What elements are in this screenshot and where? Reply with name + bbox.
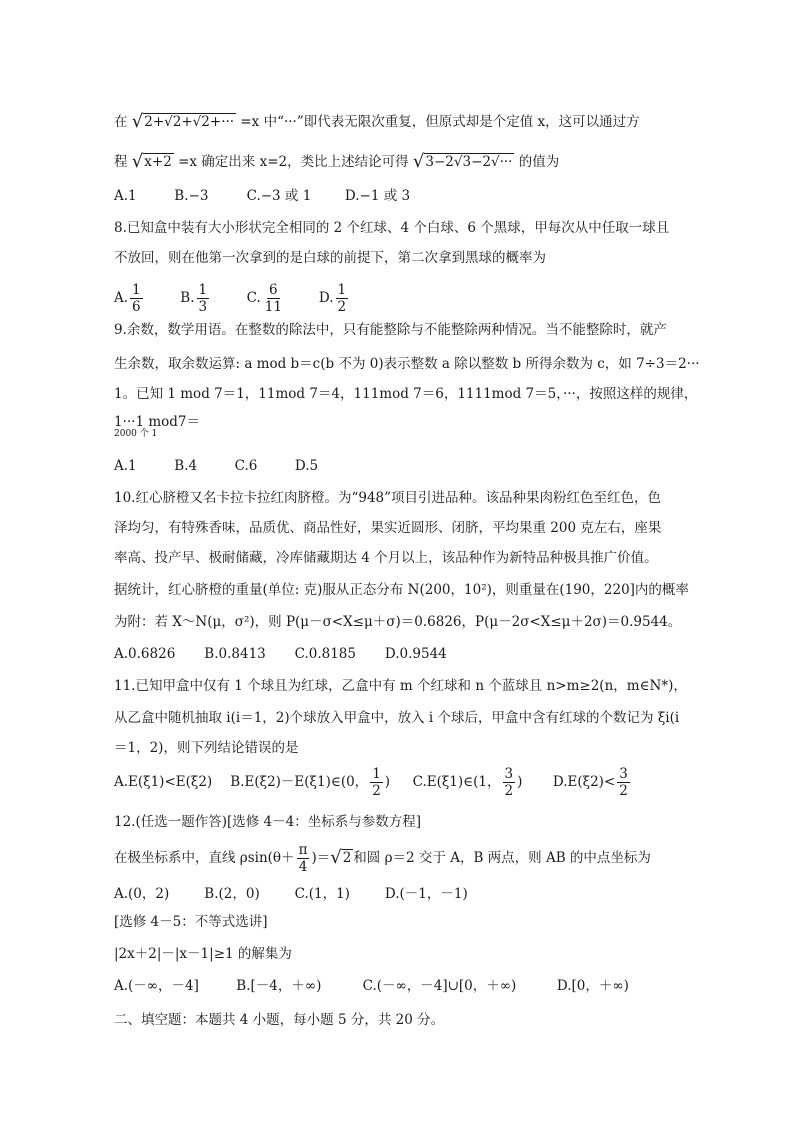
denominator: 6 (132, 299, 141, 315)
q11-line-2: 从乙盒中随机抽取 i(i＝1，2)个球放入甲盒中，放入 i 个球后，甲盒中含有红球的个数记为 ξi(i (114, 710, 680, 726)
q12-alt-option-b: B.[－4，＋∞) (236, 978, 322, 994)
denominator: 2 (619, 783, 628, 799)
q7-option-c: C.−3 或 1 (246, 188, 312, 204)
q9-option-a: A.1 (114, 458, 137, 474)
q12-line1-text: 在极坐标系中，直线 ρsin(θ＋ (114, 850, 295, 866)
q10-line-4: 据统计，红心脐橙的重量(单位: 克)服从正态分布 N(200，10²)，则重量在(190，220]内的概率 (114, 582, 689, 598)
q7-option-d: D.−1 或 3 (344, 188, 411, 204)
q11-option-c (413, 764, 549, 800)
q11-option-b-text: B.E(ξ2)－E(ξ1)∈(0， (230, 774, 369, 790)
q12-option-c: C.(1，1) (294, 886, 350, 902)
q7-line2-suffix: 的值为 (518, 154, 560, 170)
q8-line-2: 不放回，则在他第一次拿到的是白球的前提下，第二次拿到黑球的概率为 (114, 250, 546, 266)
q7-option-b: B.−3 (174, 188, 209, 204)
q9-line-3: 1。已知 1 mod 7＝1，11mod 7＝4，111mod 7＝6，1111mod 7＝5，···，按照这样的规律， (114, 386, 698, 402)
denominator: 4 (298, 859, 308, 875)
denominator: 2 (337, 299, 347, 315)
fraction (197, 282, 210, 315)
q7-intro-text: =x 中“···”即代表无限次重复，但原式却是个定值 x，这可以通过方 (240, 114, 640, 130)
q7-options (114, 186, 410, 206)
q12-sqrt: 2 (342, 850, 352, 866)
q10-option-d: D.0.9544 (384, 646, 447, 662)
q12-line-1 (114, 840, 651, 876)
q9-options (114, 456, 318, 476)
q7-line2-text: =x 确定出来 x=2，类比上述结论可得 (178, 154, 409, 170)
radical-sign: √ (131, 151, 144, 172)
q9-option-c: C.6 (234, 458, 258, 474)
q12-title: 12.(任选一题作答)[选修 4－4：坐标系与参数方程] (114, 814, 422, 830)
numerator: 6 (269, 282, 278, 298)
q9-line-2: 生余数，取余数运算: a mod b＝c(b 不为 0)表示整数 a 除以整数 b 所得余数为 c，如 7÷3＝2··· (114, 356, 700, 372)
q7-line-1 (114, 112, 640, 132)
denominator: 2 (504, 783, 514, 799)
q9-line-1: 9.余数，数学用语。在整数的除法中，只有能整除与不能整除两种情况。当不能整除时，就产 (114, 322, 667, 338)
q9-expr-main: 1···1 mod7＝ (114, 414, 201, 430)
numerator: π (298, 842, 308, 858)
q12-line1-mid: )＝ (311, 850, 331, 866)
q7-line-2 (114, 152, 559, 172)
q12-alt-option-a: A.(－∞，－4] (114, 978, 199, 994)
q11-option-a: A.E(ξ1)<E(ξ2) (114, 774, 213, 790)
q9-expr-under: 2000 个 1 (114, 429, 158, 439)
q11-option-b-close: ) (384, 774, 391, 790)
q12-options (114, 884, 468, 904)
section-heading: 二、填空题：本题共 4 小题，每小题 5 分，共 20 分。 (114, 1012, 445, 1028)
q11-option-c-text: C.E(ξ1)∈(1， (412, 774, 501, 790)
q10-line-3: 率高、投产早、极耐储藏，冷库储藏期达 4 个月以上，该品种作为新特品种极具推广价值。 (114, 550, 658, 566)
q12-alt-options (114, 976, 629, 996)
option-letter: D. (318, 290, 334, 306)
q8-option-a (114, 280, 176, 316)
radical-sign: √ (412, 151, 425, 172)
q12-alt-option-d: D.[0，＋∞) (556, 978, 629, 994)
denominator: 2 (372, 783, 381, 799)
numerator: 3 (619, 766, 628, 782)
q7-query-radical: 3−2√3−2√··· (425, 154, 513, 170)
q12-line1-post: 和圆 ρ＝2 交于 A，B 两点，则 AB 的中点坐标为 (353, 850, 651, 866)
denominator: 11 (264, 299, 282, 315)
radical-sign: √ (131, 111, 144, 132)
q11-options (114, 764, 632, 800)
fraction (297, 842, 310, 875)
q10-option-c: C.0.8185 (294, 646, 356, 662)
numerator: 1 (198, 282, 208, 298)
q10-option-b: B.0.8413 (204, 646, 266, 662)
q9-option-d: D.5 (294, 458, 319, 474)
q9-option-b: B.4 (174, 458, 198, 474)
q12-alt-option-c: C.(－∞，－4]∪[0，＋∞) (362, 978, 517, 994)
denominator: 3 (198, 299, 208, 315)
numerator: 1 (132, 282, 141, 298)
q12-alt-title: [选修 4－5：不等式选讲] (114, 914, 268, 930)
q7-nested-radical: 2+√2+√2+··· (144, 114, 235, 130)
fraction (263, 282, 284, 315)
fraction (130, 282, 143, 315)
q12-option-a: A.(0，2) (114, 886, 170, 902)
fraction (617, 766, 630, 799)
q7-line2-prefix: 程 (114, 154, 128, 170)
q8-line-1: 8.已知盒中装有大小形状完全相同的 2 个红球、4 个白球、6 个黑球，甲每次从中任取一球且 (114, 220, 670, 236)
q11-option-d-text: D.E(ξ2)< (552, 774, 616, 790)
q8-option-d (319, 280, 350, 316)
q12-alt-line: |2x＋2|－|x－1|≥1 的解集为 (114, 946, 292, 962)
q8-option-b (180, 280, 242, 316)
q7-intro-prefix: 在 (114, 114, 128, 130)
q7-option-a: A.1 (114, 188, 137, 204)
fraction (503, 766, 516, 799)
q10-line-2: 泽均匀，有特殊香味，品质优、商品性好，果实近圆形、闭脐，平均果重 200 克左右，座果 (114, 520, 662, 536)
option-letter: C. (246, 290, 261, 306)
q8-option-c (247, 280, 315, 316)
option-letter: A. (114, 290, 129, 306)
q10-options (114, 644, 447, 664)
fraction (336, 282, 349, 315)
q11-option-b (230, 764, 408, 800)
numerator: 3 (504, 766, 514, 782)
q11-option-d (553, 764, 632, 800)
q11-option-c-close: ) (517, 774, 523, 790)
q10-line-1: 10.红心脐橙又名卡拉卡拉红肉脐橙。为“948”项目引进品种。该品种果肉粉红色至红色，色 (114, 490, 662, 506)
q12-option-d: D.(－1，－1) (384, 886, 468, 902)
q8-options (114, 280, 350, 316)
option-letter: B. (180, 290, 195, 306)
q11-line-1: 11.已知甲盒中仅有 1 个球且为红球，乙盒中有 m 个红球和 n 个蓝球且 n>m≥2(n，m∈N*)， (114, 678, 687, 694)
radical-sign: √ (330, 847, 342, 868)
q7-equation-radical: x+2 (144, 154, 172, 170)
numerator: 1 (337, 282, 347, 298)
numerator: 1 (372, 766, 381, 782)
q12-option-b: B.(2，0) (204, 886, 260, 902)
q11-line-3: ＝1，2)，则下列结论错误的是 (114, 740, 299, 756)
fraction (370, 766, 383, 799)
q10-option-a: A.0.6826 (114, 646, 176, 662)
q10-line-5: 为附：若 X～N(μ，σ²)，则 P(μ－σ<X≤μ＋σ)＝0.6826，P(μ－2σ<X≤μ＋2σ)＝0.9544。 (114, 614, 682, 630)
